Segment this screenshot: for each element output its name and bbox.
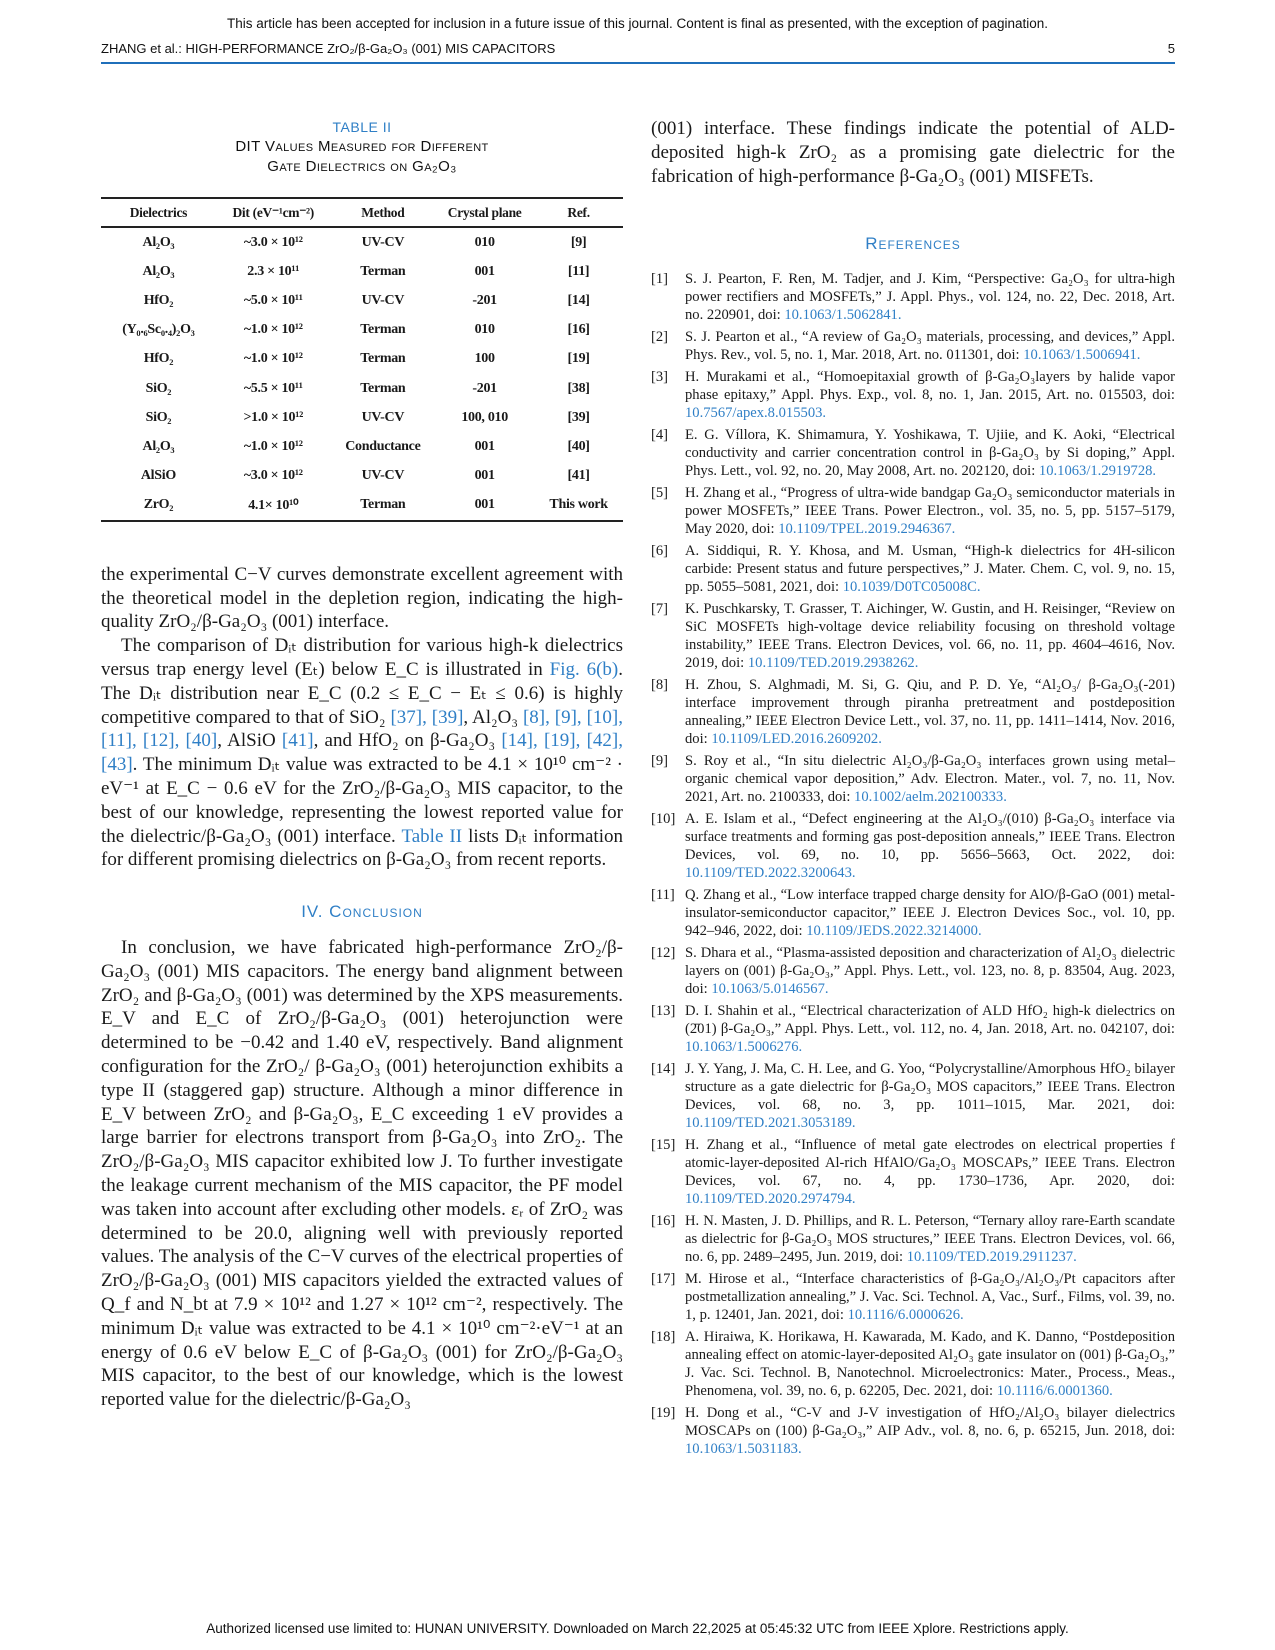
doi-link[interactable]: 10.7567/apex.8.015503. [685,405,827,422]
paragraph-continuation: (001) interface. These findings indicate the potential of ALD-deposited high-k ZrO₂ as a promising gate dielectric for the fabrication of high-performance β-Ga₂O₃ (001) MISFETs. [651,118,1175,187]
text-run: . The minimum Dᵢₜ value was extracted to be 4.1 × 10¹⁰ cm⁻² · eV⁻¹ at E_C − 0.6 eV for the ZrO₂/β-Ga₂O₃ MIS capacitor, to the best of our knowledge, representing the lowest reported value for the dielectric/β-Ga₂O₃ (001) interface. [101,754,623,847]
cell-crystal-plane: 010 [474,322,495,338]
reference-citation: S. Roy et al., “In situ dielectric Al₂O₃/β-Ga₂O₃ interfaces grown using metal–organic chemical vapor deposition,” Adv. Electron. Mater., vol. 7, no. 11, Nov. 2021, Art. no. 2100333, doi: [685,753,1175,806]
cell-ref: [19] [567,351,590,367]
reference-item [651,810,1175,882]
reference-citation: K. Puschkarsky, T. Grasser, T. Aichinger, W. Gustin, and H. Reisinger, “Review on SiC MOSFETs high-voltage device reliability focusing on threshold voltage instability,” IEEE Trans. Electron Devices, vol. 66, no. 11, pp. 4604–4616, Nov. 2019, doi: [685,601,1175,672]
reference-citation: A. E. Islam et al., “Defect engineering at the Al₂O₃/(010) β-Ga₂O₃ interface via surface treatments and forming gas post-deposition anneals,” IEEE Trans. Electron Devices, vol. 69, no. 10, pp. 5656–5663, Oct. 2022, doi: [685,811,1175,864]
doi-link[interactable]: 10.1063/1.5031183. [685,1441,802,1458]
reference-text [685,426,1175,480]
doi-link[interactable]: 10.1109/JEDS.2022.3214000. [806,923,982,940]
reference-citation: H. Murakami et al., “Homoepitaxial growth of β-Ga₂O₃layers by halide vapor phase epitaxy,” Appl. Phys. Exp., vol. 8, no. 1, Jan. 2015, Art. no. 015503, doi: [685,369,1175,404]
section-title: Conclusion [329,902,423,922]
doi-link[interactable]: 10.1116/6.0001360. [996,1383,1113,1400]
left-body-text [101,563,623,1412]
cell-dit: ~1.0 × 10¹² [243,438,303,454]
reference-text [685,270,1175,324]
doi-link[interactable]: 10.1109/LED.2016.2609202. [711,731,882,748]
reference-citation: H. Zhang et al., “Progress of ultra-wide bandgap Ga₂O₃ semiconductor materials in power MOSFETs,” IEEE Trans. Power Electron., vol. 35, no. 5, pp. 5157–5179, May 2020, doi: [685,485,1175,538]
doi-link[interactable]: 10.1109/TED.2019.2911237. [906,1249,1077,1266]
cell-ref: [40] [567,438,590,454]
reference-item [651,484,1175,538]
cell-crystal-plane: -201 [472,292,497,308]
col-header-method: Method [331,198,435,227]
reference-text [685,484,1175,538]
cell-dielectric: HfO₂ [143,292,174,308]
reference-number: [4] [651,427,669,444]
reference-item [651,752,1175,806]
cell-dielectric: SiO₂ [145,380,172,396]
table-row [101,227,623,257]
doi-link[interactable]: 10.1109/TED.2022.3200643. [685,865,856,882]
col-header-ref: Ref. [534,198,623,227]
left-column [101,117,623,1412]
reference-text [685,1136,1175,1208]
reference-item [651,886,1175,940]
reference-citation: H. N. Masten, J. D. Phillips, and R. L. Peterson, “Ternary alloy rare-Earth scandate as dielectric for β-Ga₂O₃ MOS structures,” IEEE Trans. Electron Devices, vol. 66, no. 6, pp. 2489–2495, Jun. 2019, doi: [685,1213,1175,1266]
reference-item [651,368,1175,422]
cell-dit: ~1.0 × 10¹² [243,322,303,338]
cell-ref: [11] [567,263,590,279]
text-run: lists Dᵢₜ information for different promising dielectrics on β-Ga₂O₃ from recent reports. [101,825,623,871]
table-link[interactable]: Table II [401,825,463,847]
references-title: References [865,234,961,254]
cell-method: Terman [331,491,435,521]
doi-link[interactable]: 10.1109/TED.2020.2974794. [685,1191,856,1208]
cell-dielectric: Al₂O₃ [142,263,175,279]
doi-link[interactable]: 10.1063/1.5062841. [784,307,902,324]
doi-link[interactable]: 10.1063/1.5006941. [1023,347,1141,364]
doi-link[interactable]: 10.1063/5.0146567. [711,981,829,998]
cell-method: Conductance [345,438,421,454]
cell-method: UV-CV [361,234,405,250]
cell-crystal-plane: 001 [474,263,495,279]
reference-text [685,676,1175,748]
text-run: , Al₂O₃ [463,706,523,728]
cell-method: UV-CV [361,468,405,484]
reference-citation: M. Hirose et al., “Interface characteristics of β-Ga₂O₃/Al₂O₃/Pt capacitors after postmetallization annealing,” J. Vac. Sci. Technol. A, Vac., Surf., Films, vol. 39, no. 1, p. 12401, Jan. 2021, doi: [685,1271,1175,1324]
cell-dit: ~5.0 × 10¹¹ [243,292,303,308]
reference-item [651,328,1175,364]
reference-text [685,328,1175,364]
cell-dielectric: HfO₂ [143,351,174,367]
reference-text [685,752,1175,806]
reference-citation: H. Zhang et al., “Influence of metal gate electrodes on electrical properties f atomic-layer-deposited Al-rich HfAlO/Ga₂O₃ MOSCAPs,” IEEE Trans. Electron Devices, vol. 67, no. 4, pp. 1730–1736, Apr. 2020, doi: [685,1137,1175,1190]
cell-ref: [16] [567,322,590,338]
reference-text [685,810,1175,882]
citation-link[interactable]: [41] [281,730,314,752]
doi-link[interactable]: 10.1116/6.0000626. [847,1307,964,1324]
reference-citation: A. Hiraiwa, K. Horikawa, H. Kawarada, M. Kado, and K. Danno, “Postdeposition annealing effect on atomic-layer-deposited Al₂O₃ gate insulator on (001) β-Ga₂O₃,” J. Vac. Sci. Technol. B, Nanotechnol. Microelectronics: Mater., Process., Meas., Phenomena, vol. 39, no. 6, p. 62205, Dec. 2021, doi: [685,1329,1175,1400]
col-header-crystal-plane: Crystal plane [435,198,534,227]
cell-method: Terman [360,351,406,367]
cell-crystal-plane: 001 [474,438,495,454]
section-number: IV. [301,902,324,922]
reference-citation: E. G. Víllora, K. Shimamura, Y. Yoshikawa, T. Ujiie, and K. Aoki, “Electrical conductivity and carrier concentration control in β-Ga₂O₃ by Si doping,” Appl. Phys. Lett., vol. 92, no. 20, May 2008, Art. no. 202120, doi: [685,427,1175,480]
reference-number: [17] [651,1271,676,1288]
cell-method: UV-CV [361,292,405,308]
cell-ref: This work [534,491,623,521]
table-row [101,403,623,432]
table-body [101,227,623,521]
reference-item [651,1270,1175,1324]
reference-citation: S. J. Pearton, F. Ren, M. Tadjer, and J. Kim, “Perspective: Ga₂O₃ for ultra-high power rectifiers and MOSFETs,” J. Appl. Phys., vol. 124, no. 22, Dec. 2018, Art. no. 220901, doi: [685,271,1175,324]
right-column [651,117,1175,1462]
cell-method: Terman [360,263,406,279]
reference-text [685,1270,1175,1324]
text-run: , AlSiO [217,730,282,752]
reference-text [685,944,1175,998]
reference-number: [7] [651,601,669,618]
table-row [101,432,623,461]
cell-crystal-plane: 001 [474,468,495,484]
reference-item [651,1328,1175,1400]
acceptance-notice: This article has been accepted for inclusion in a future issue of this journal. Content is final as presented, with the exception of pagination. [227,16,1048,31]
cell-method: Terman [360,380,406,396]
reference-item [651,1212,1175,1266]
dit-table [101,197,623,522]
reference-text [685,542,1175,596]
reference-text [685,368,1175,422]
figure-link[interactable]: Fig. 6(b) [549,659,619,681]
running-title: ZHANG et al.: HIGH-PERFORMANCE ZrO₂/β-Ga₂O₃ (001) MIS CAPACITORS [101,41,556,56]
reference-item [651,426,1175,480]
reference-number: [11] [651,887,675,904]
cell-dit: ~5.5 × 10¹¹ [243,380,303,396]
text-run: . The Dᵢₜ distribution near E_C (0.2 ≤ E_C − Eₜ ≤ 0.6) is highly competitive compared to that of SiO₂ [101,659,623,728]
cell-dielectric: (Y₀.₆Sc₀.₄)₂O₃ [122,322,195,338]
table-row [101,316,623,345]
paragraph-conclusion: In conclusion, we have fabricated high-performance ZrO₂/β-Ga₂O₃ (001) MIS capacitors. The energy band alignment between ZrO₂ and β-Ga₂O₃ (001) was determined by the XPS measurements. E_V and E_C of ZrO₂/β-Ga₂O₃ (001) heterojunction were determined to be −0.42 and 1.40 eV, respectively. Band alignment configuration for the ZrO₂/ β-Ga₂O₃ (001) heterojunction exhibits a type II (staggered gap) structure. Although a minor difference in E_V between ZrO₂ and β-Ga₂O₃, E_C exceeding 1 eV provides a large barrier for electrons transport from β-Ga₂O₃ into ZrO₂. The ZrO₂/β-Ga₂O₃ MIS capacitor exhibited low J. To further investigate the leakage current mechanism of the MIS capacitor, the PF model was taken into account after excluding other models. εᵣ of ZrO₂ was determined to be 20.0, aligning well with previously reported values. The analysis of the C−V curves of the electrical properties of ZrO₂/β-Ga₂O₃ (001) MIS capacitors yielded the extracted values of Q_f and N_bt at 7.9 × 10¹² and 1.27 × 10¹² cm⁻², respectively. The minimum Dᵢₜ value was extracted to be 4.1 × 10¹⁰ cm⁻²·eV⁻¹ at an energy of 0.6 eV below E_C of β-Ga₂O₃ (001) for ZrO₂/β-Ga₂O₃ MIS capacitor, to the best of our knowledge, which is the lowest reported value for the dielectric/β-Ga₂O₃ [101,937,623,1411]
cell-dielectric: ZrO₂ [101,491,216,521]
reference-item [651,270,1175,324]
reference-item [651,1060,1175,1132]
doi-link[interactable]: 10.1002/aelm.202100333. [854,789,1007,806]
reference-citation: H. Dong et al., “C-V and J-V investigation of HfO₂/Al₂O₃ bilayer dielectrics MOSCAPs on (100) β-Ga₂O₃,” AIP Adv., vol. 8, no. 6, p. 65215, Jun. 2018, doi: [685,1405,1175,1440]
doi-link[interactable]: 10.1063/1.2919728. [1038,463,1157,480]
section-heading-conclusion [101,900,623,924]
doi-link[interactable]: 10.1063/1.5006276. [685,1039,803,1056]
references-heading [651,234,1175,254]
cell-dielectric: SiO₂ [145,409,172,425]
cell-crystal-plane: 100, 010 [461,409,508,425]
reference-text [685,886,1175,940]
reference-number: [18] [651,1329,676,1346]
cell-crystal-plane: 001 [435,491,534,521]
cell-dit: ~3.0 × 10¹² [243,234,303,250]
text-run: , and HfO₂ on β-Ga₂O₃ [313,730,502,752]
col-header-dit: Dit (eV⁻¹cm⁻²) [216,198,331,227]
cell-ref: [38] [567,380,590,396]
cell-dit: 4.1× 10¹⁰ [216,491,331,521]
page-number: 5 [1167,41,1175,56]
reference-number: [15] [651,1137,676,1154]
reference-text [685,1060,1175,1132]
table-row [101,491,623,521]
reference-text [685,600,1175,672]
reference-number: [1] [651,271,669,288]
reference-number: [5] [651,485,669,502]
reference-number: [9] [651,753,669,770]
reference-number: [8] [651,677,669,694]
reference-number: [10] [651,811,676,828]
cell-dit: ~3.0 × 10¹² [243,468,303,484]
table-number: TABLE II [332,119,392,135]
table-title-line-2: Gate Dielectrics on Ga₂O₃ [267,158,457,175]
citation-link[interactable]: [37], [39] [390,706,464,728]
reference-citation: A. Siddiqui, R. Y. Khosa, and M. Usman, “High-k dielectrics for 4H-silicon carbide: Present status and future perspectives,” J. Mater. Chem. C, vol. 9, no. 15, pp. 5055–5081, 2021, doi: [685,543,1175,596]
cell-dit: 2.3 × 10¹¹ [247,263,300,279]
reference-citation: J. Y. Yang, J. Ma, C. H. Lee, and G. Yoo, “Polycrystalline/Amorphous HfO₂ bilayer structure as a gate dielectric for β-Ga₂O₃ MOS capacitors,” IEEE Trans. Electron Devices, vol. 68, no. 3, pp. 1011–1015, Mar. 2021, doi: [685,1061,1175,1114]
cell-crystal-plane: 010 [474,234,495,250]
cell-ref: [14] [567,292,590,308]
cell-ref: [9] [570,234,587,250]
reference-item [651,676,1175,748]
reference-citation: S. J. Pearton et al., “A review of Ga₂O₃ materials, processing, and devices,” Appl. Phys. Rev., vol. 5, no. 1, Mar. 2018, Art. no. 011301, doi: [685,329,1175,364]
reference-number: [12] [651,945,676,962]
running-header [101,41,1175,64]
doi-link[interactable]: 10.1039/D0TC05008C. [842,579,981,596]
reference-text [685,1002,1175,1056]
reference-item [651,1404,1175,1458]
reference-citation: H. Zhou, S. Alghmadi, M. Si, G. Qiu, and P. D. Ye, “Al₂O₃/ β-Ga₂O₃(-201) interface improvement through piranha pretreatment and postdeposition annealing,” IEEE Electron Device Lett., vol. 37, no. 11, pp. 1411–1414, Nov. 2016, doi: [685,677,1175,748]
reference-number: [16] [651,1213,676,1230]
citation-link[interactable]: [8], [9], [10], [11], [12], [40] [101,706,624,752]
cell-dielectric: Al₂O₃ [142,438,175,454]
reference-citation: S. Dhara et al., “Plasma-assisted deposition and characterization of Al₂O₃ dielectric layers on (001) β-Ga₂O₃,” Appl. Phys. Lett., vol. 123, no. 8, p. 83504, Aug. 2023, doi: [685,945,1175,998]
reference-text [685,1328,1175,1400]
table-row [101,257,623,286]
cell-ref: [41] [567,468,590,484]
right-body-text [651,117,1175,188]
table-row [101,286,623,315]
reference-number: [13] [651,1003,676,1020]
reference-item [651,542,1175,596]
table-header-row [101,198,623,227]
text-run: The comparison of Dᵢₜ distribution for various high-k dielectrics versus trap energy level (Eₜ) below E_C is illustrated in [101,635,623,681]
cell-method: Terman [360,322,406,338]
cell-dit: >1.0 × 10¹² [243,409,304,425]
reference-item [651,600,1175,672]
doi-link[interactable]: 10.1109/TPEL.2019.2946367. [778,521,956,538]
table-caption [101,117,623,177]
reference-item [651,1136,1175,1208]
reference-number: [14] [651,1061,676,1078]
license-footer: Authorized licensed use limited to: HUNAN UNIVERSITY. Downloaded on March 22,2025 at 05:45:32 UTC from IEEE Xplore. Restrictions apply. [206,1621,1069,1636]
cell-dielectric: Al₂O₃ [142,234,175,250]
reference-item [651,944,1175,998]
citation-link[interactable]: [14], [19], [42], [43] [101,730,623,776]
reference-item [651,1002,1175,1056]
cell-method: UV-CV [361,409,405,425]
table-row [101,462,623,491]
reference-number: [19] [651,1405,676,1422]
paragraph-dit-comparison [101,634,623,872]
doi-link[interactable]: 10.1109/TED.2019.2938262. [747,655,919,672]
col-header-dielectrics: Dielectrics [101,198,216,227]
reference-number: [2] [651,329,669,346]
reference-text [685,1404,1175,1458]
reference-number: [6] [651,543,669,560]
reference-text [685,1212,1175,1266]
table-row [101,345,623,374]
cell-ref: [39] [567,409,590,425]
cell-dielectric: AlSiO [140,468,176,484]
cell-crystal-plane: 100 [474,351,495,367]
cell-dit: ~1.0 × 10¹² [243,351,303,367]
reference-number: [3] [651,369,669,386]
reference-citation: Q. Zhang et al., “Low interface trapped charge density for AlO/β-GaO (001) metal-insulator-semiconductor capacitor,” IEEE J. Electron Devices Soc., vol. 10, pp. 942–946, 2022, doi: [685,887,1175,940]
table-row [101,374,623,403]
table-title-line-1: DIT Values Measured for Different [235,138,489,155]
reference-list [651,270,1175,1458]
doi-link[interactable]: 10.1109/TED.2021.3053189. [685,1115,856,1132]
paragraph-cv: the experimental C−V curves demonstrate excellent agreement with the theoretical model in the depletion region, indicating the high-quality ZrO₂/β-Ga₂O₃ (001) interface. [101,563,623,633]
reference-citation: D. I. Shahin et al., “Electrical characterization of ALD HfO₂ high-k dielectrics on (2̄01) β-Ga₂O₃,” Appl. Phys. Lett., vol. 112, no. 4, Jan. 2018, Art. no. 042107, doi: [685,1003,1175,1038]
cell-crystal-plane: -201 [472,380,497,396]
